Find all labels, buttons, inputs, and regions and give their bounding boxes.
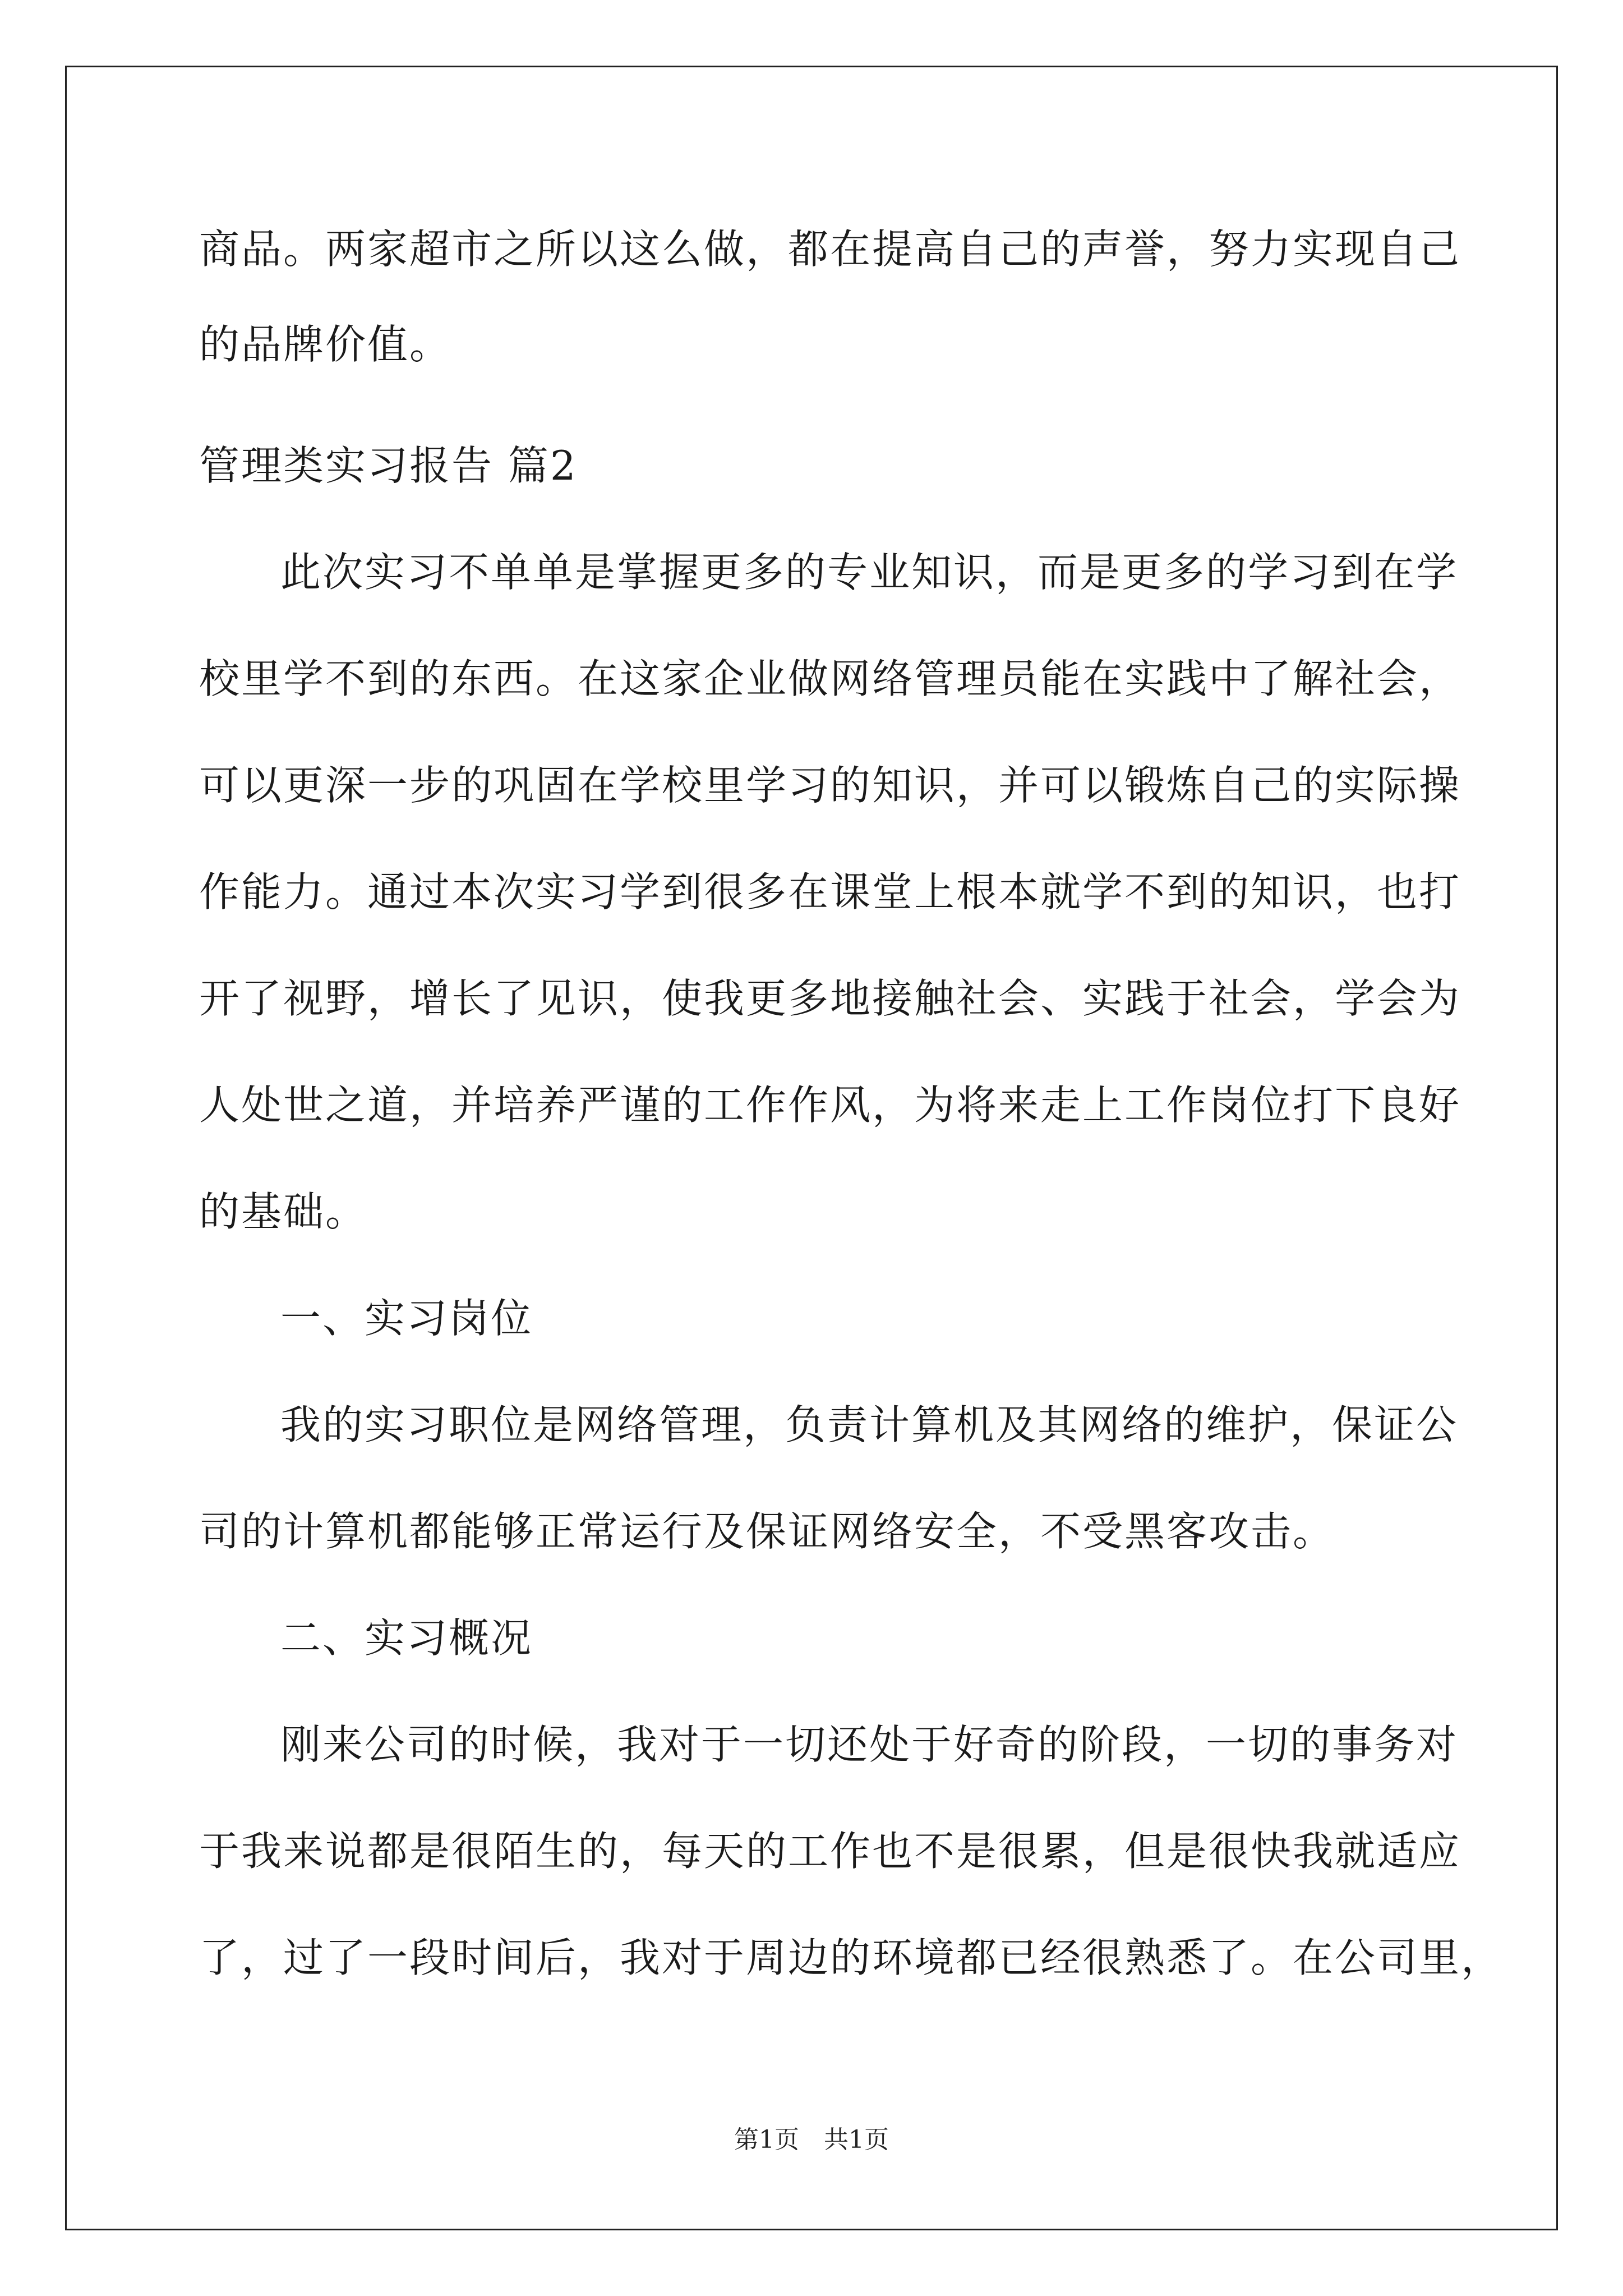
paragraph-line: 此次实习不单单是掌握更多的专业知识，而是更多的学习到在学 xyxy=(280,549,1459,596)
page-number-footer: 第1页 共1页 xyxy=(734,2125,889,2154)
paragraph-line: 作能力。通过本次实习学到很多在课堂上根本就学不到的知识，也打 xyxy=(199,868,1461,915)
paragraph-line: 刚来公司的时候，我对于一切还处于好奇的阶段，一切的事务对 xyxy=(280,1721,1459,1768)
subheading-internship-position: 一、实习岗位 xyxy=(280,1295,533,1342)
subheading-internship-overview: 二、实习概况 xyxy=(280,1614,533,1662)
section-heading: 管理类实习报告 篇2 xyxy=(199,442,578,489)
paragraph-line: 的基础。 xyxy=(199,1188,368,1235)
paragraph-line: 司的计算机都能够正常运行及保证网络安全，不受黑客攻击。 xyxy=(199,1508,1335,1555)
paragraph-line: 商品。两家超市之所以这么做，都在提高自己的声誉，努力实现自己 xyxy=(199,226,1461,273)
paragraph-line: 的品牌价值。 xyxy=(199,321,452,368)
paragraph-line: 人处世之道，并培养严谨的工作作风，为将来走上工作岗位打下良好 xyxy=(199,1082,1461,1129)
paragraph-line: 我的实习职位是网络管理，负责计算机及其网络的维护，保证公 xyxy=(280,1401,1459,1448)
paragraph-line: 了，过了一段时间后，我对于周边的环境都已经很熟悉了。在公司里， xyxy=(199,1934,1504,1981)
paragraph-line: 于我来说都是很陌生的，每天的工作也不是很累，但是很快我就适应 xyxy=(199,1828,1461,1875)
page-border xyxy=(65,66,1558,2230)
paragraph-line: 校里学不到的东西。在这家企业做网络管理员能在实践中了解社会， xyxy=(199,655,1461,702)
paragraph-line: 可以更深一步的巩固在学校里学习的知识，并可以锻炼自己的实际操 xyxy=(199,762,1461,809)
paragraph-line: 开了视野，增长了见识，使我更多地接触社会、实践于社会，学会为 xyxy=(199,975,1461,1022)
